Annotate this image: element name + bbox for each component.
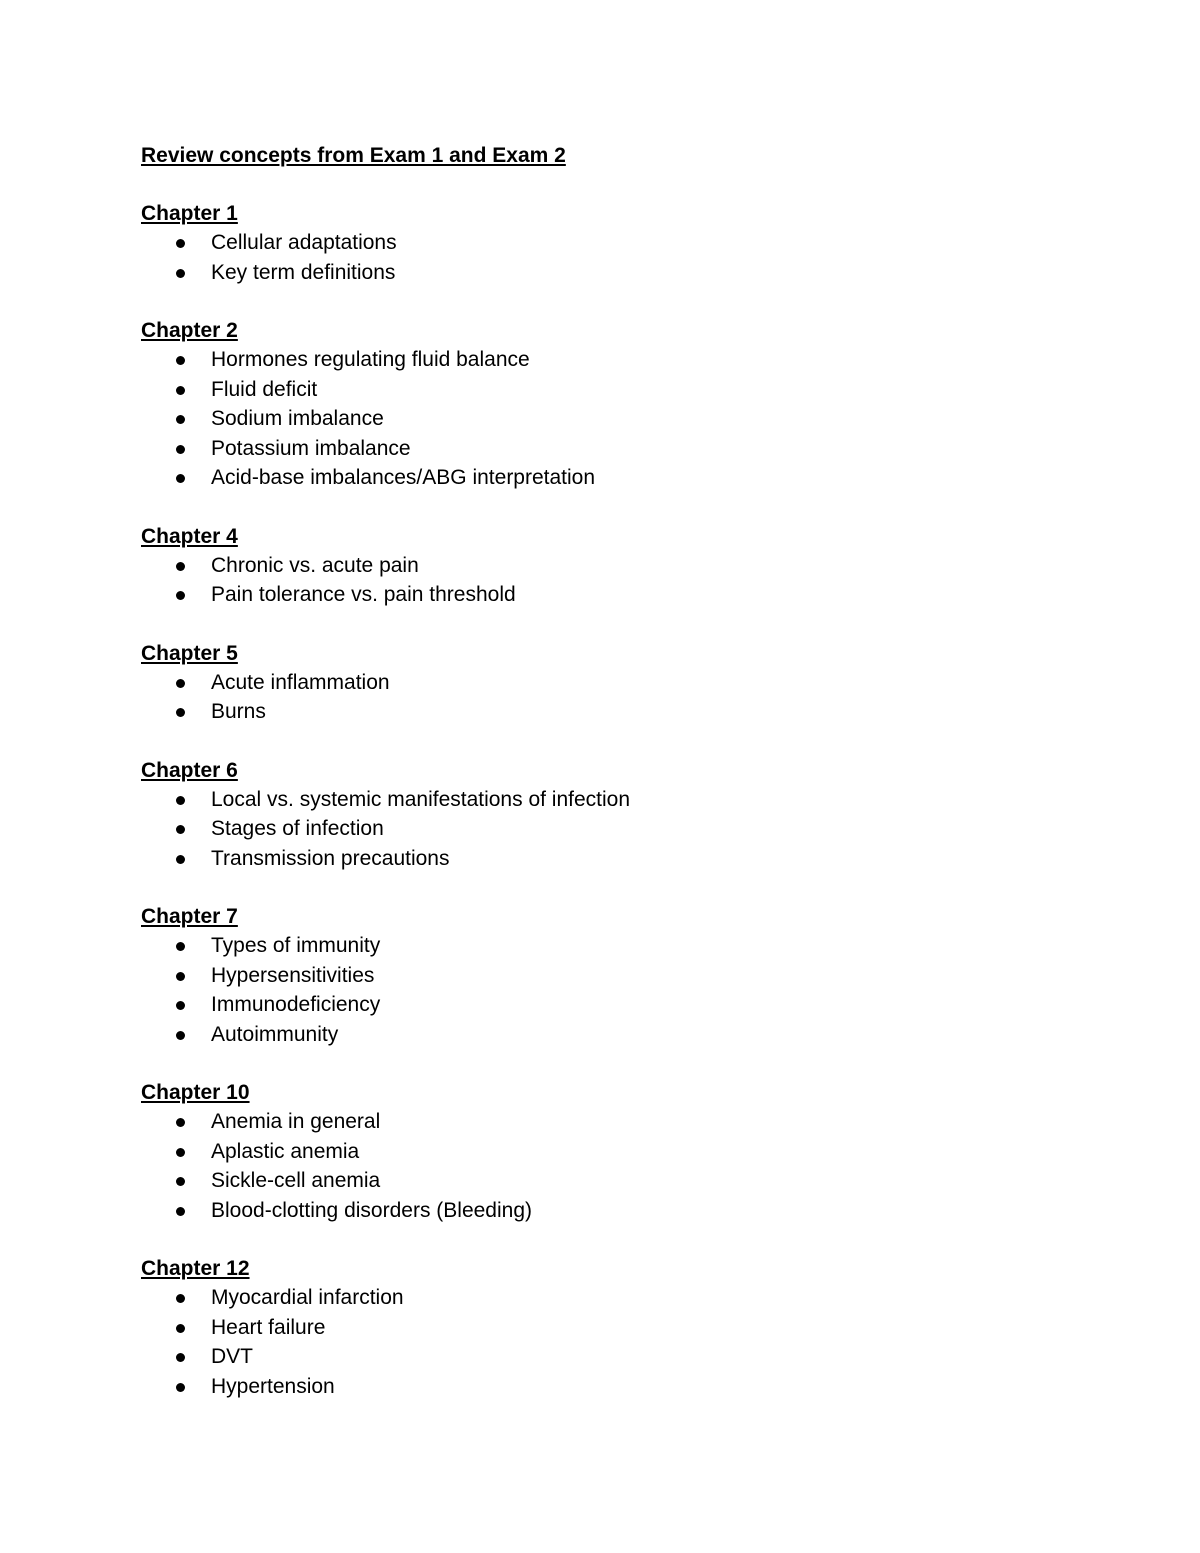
- bullet-icon: [176, 445, 185, 454]
- bullet-icon: [176, 1294, 185, 1303]
- topic-text: Burns: [211, 700, 266, 723]
- chapter-heading: Chapter 5: [141, 641, 238, 665]
- bullet-icon: [176, 1353, 185, 1362]
- topic-list: [141, 668, 1101, 727]
- topic-text: Chronic vs. acute pain: [211, 553, 419, 577]
- chapter-heading: Chapter 1: [141, 202, 238, 225]
- topic-list: [141, 931, 1101, 1049]
- list-item: [141, 1313, 1101, 1343]
- chapter-list: [141, 199, 1101, 1401]
- bullet-icon: [176, 1031, 185, 1040]
- topic-list: [141, 785, 1101, 874]
- list-item: [141, 931, 1101, 961]
- bullet-icon: [176, 474, 185, 483]
- chapter-section: [141, 756, 1101, 874]
- topic-text: Immunodeficiency: [211, 993, 381, 1016]
- bullet-icon: [176, 591, 185, 600]
- chapter-heading: Chapter 7: [141, 905, 238, 928]
- bullet-icon: [176, 1177, 185, 1186]
- list-item: [141, 1196, 1101, 1226]
- list-item: [141, 668, 1101, 698]
- bullet-icon: [176, 1324, 185, 1333]
- topic-list: [141, 228, 1101, 287]
- topic-text: Stages of infection: [211, 817, 384, 840]
- chapter-section: [141, 639, 1101, 727]
- topic-text: Blood-clotting disorders (Bleeding): [211, 1198, 532, 1222]
- bullet-icon: [176, 796, 185, 805]
- bullet-icon: [176, 679, 185, 688]
- bullet-icon: [176, 356, 185, 365]
- topic-text: Autoimmunity: [211, 1022, 339, 1046]
- bullet-icon: [176, 386, 185, 395]
- bullet-icon: [176, 942, 185, 951]
- topic-text: Types of immunity: [211, 934, 381, 957]
- topic-text: Acute inflammation: [211, 670, 390, 694]
- list-item: [141, 345, 1101, 375]
- topic-text: DVT: [211, 1345, 253, 1368]
- topic-text: Local vs. systemic manifestations of infection: [211, 787, 631, 811]
- topic-list: [141, 345, 1101, 493]
- topic-text: Myocardial infarction: [211, 1286, 404, 1309]
- chapter-section: [141, 522, 1101, 610]
- chapter-section: [141, 902, 1101, 1049]
- bullet-icon: [176, 269, 185, 278]
- topic-text: Anemia in general: [211, 1110, 381, 1133]
- document-page: [141, 141, 1101, 1430]
- list-item: [141, 1342, 1101, 1372]
- list-item: [141, 404, 1101, 434]
- topic-text: Hormones regulating fluid balance: [211, 348, 530, 371]
- topic-text: Pain tolerance vs. pain threshold: [211, 583, 516, 606]
- topic-text: Key term definitions: [211, 260, 396, 284]
- topic-text: Heart failure: [211, 1315, 326, 1339]
- topic-list: [141, 551, 1101, 610]
- bullet-icon: [176, 855, 185, 864]
- bullet-icon: [176, 1001, 185, 1010]
- chapter-heading: Chapter 4: [141, 524, 238, 548]
- bullet-icon: [176, 972, 185, 981]
- bullet-icon: [176, 825, 185, 834]
- topic-text: Cellular adaptations: [211, 231, 397, 254]
- list-item: [141, 463, 1101, 493]
- bullet-icon: [176, 1148, 185, 1157]
- topic-text: Hypertension: [211, 1374, 335, 1398]
- list-item: [141, 228, 1101, 258]
- topic-text: Transmission precautions: [211, 846, 450, 870]
- chapter-heading: Chapter 6: [141, 758, 238, 782]
- list-item: [141, 697, 1101, 727]
- bullet-icon: [176, 415, 185, 424]
- list-item: [141, 814, 1101, 844]
- list-item: [141, 580, 1101, 610]
- list-item: [141, 375, 1101, 405]
- topic-text: Potassium imbalance: [211, 436, 411, 460]
- chapter-section: [141, 1254, 1101, 1401]
- topic-text: Aplastic anemia: [211, 1139, 360, 1163]
- bullet-icon: [176, 1118, 185, 1127]
- list-item: [141, 1137, 1101, 1167]
- list-item: [141, 990, 1101, 1020]
- topic-list: [141, 1283, 1101, 1401]
- chapter-section: [141, 199, 1101, 287]
- document-title: Review concepts from Exam 1 and Exam 2: [141, 144, 566, 167]
- bullet-icon: [176, 708, 185, 717]
- topic-text: Acid-base imbalances/ABG interpretation: [211, 466, 596, 489]
- topic-list: [141, 1107, 1101, 1225]
- list-item: [141, 258, 1101, 288]
- list-item: [141, 961, 1101, 991]
- chapter-section: [141, 316, 1101, 493]
- topic-text: Sodium imbalance: [211, 407, 384, 430]
- topic-text: Fluid deficit: [211, 377, 318, 401]
- chapter-heading: Chapter 2: [141, 319, 238, 342]
- list-item: [141, 1283, 1101, 1313]
- list-item: [141, 1372, 1101, 1402]
- chapter-heading: Chapter 10: [141, 1081, 250, 1104]
- list-item: [141, 434, 1101, 464]
- bullet-icon: [176, 1383, 185, 1392]
- list-item: [141, 1107, 1101, 1137]
- topic-text: Hypersensitivities: [211, 963, 375, 987]
- topic-text: Sickle-cell anemia: [211, 1169, 381, 1192]
- chapter-section: [141, 1078, 1101, 1225]
- list-item: [141, 844, 1101, 874]
- list-item: [141, 785, 1101, 815]
- bullet-icon: [176, 239, 185, 248]
- list-item: [141, 1166, 1101, 1196]
- bullet-icon: [176, 1207, 185, 1216]
- bullet-icon: [176, 562, 185, 571]
- list-item: [141, 1020, 1101, 1050]
- list-item: [141, 551, 1101, 581]
- chapter-heading: Chapter 12: [141, 1257, 250, 1280]
